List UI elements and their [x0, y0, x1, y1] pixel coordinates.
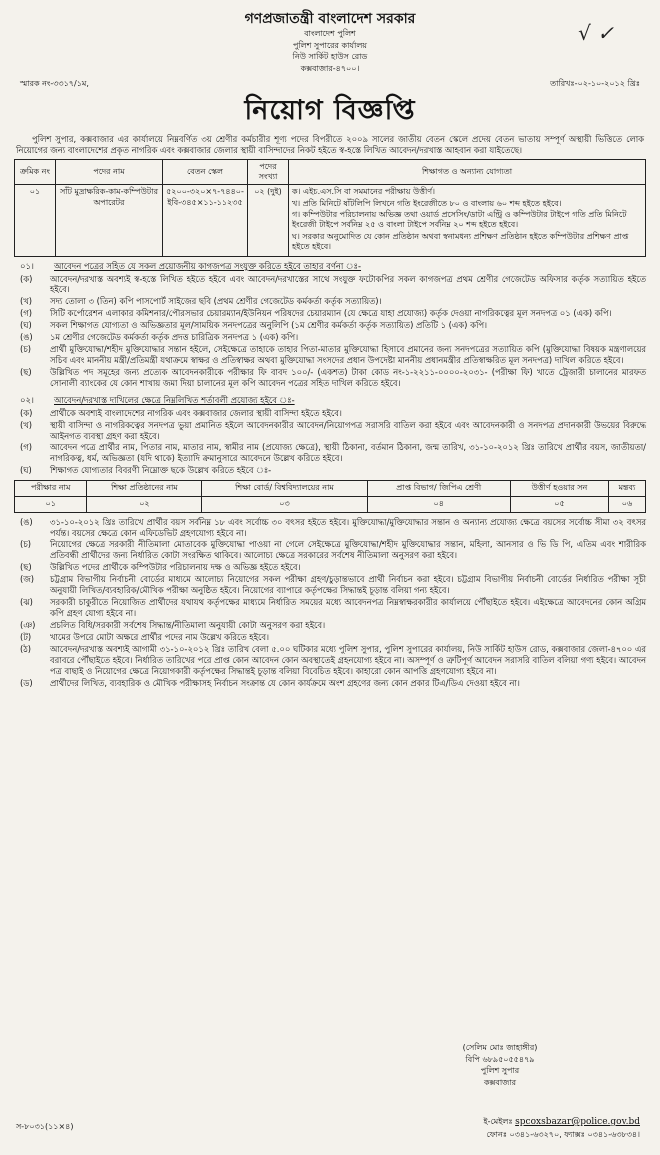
col-division: প্রাপ্ত বিভাগ/ জিপিএ শ্রেণী [367, 481, 510, 496]
item-label: (ঙ) [20, 332, 33, 343]
posts-table-header [15, 159, 646, 185]
list-item [14, 465, 646, 476]
col-exam-name: পরীক্ষার নাম [15, 481, 87, 496]
col-board: শিক্ষা বোর্ড/ বিশ্ববিদ্যালয়ের নাম [202, 481, 367, 496]
item-label: (ঘ) [20, 465, 32, 476]
item-label: (ড) [20, 677, 33, 688]
post-count: ০২ (দুই) [248, 185, 289, 256]
education-table [14, 480, 646, 512]
list-item [14, 420, 646, 442]
list-item [14, 274, 646, 296]
item-label: (ঘ) [20, 320, 32, 331]
section-number: ০১। [20, 260, 34, 271]
col-post-count: পদের সংখ্যা [248, 159, 289, 185]
item-label: (ঞ) [20, 619, 36, 630]
item-text: সরকারী চাকুরীতে নিয়োজিত প্রার্থীদের যথাযথ কর্তৃপক্ষের মাধ্যমে নির্ধারিত সময়ের মধ্যে আবেদনপত্র নিম্নস্বাক্ষরকারীর কার্যালয়ে পৌঁছাইতে হইবে। এইক্ষেত্রে আবেদনের কোন অগ্রিম কপি গ্রহণ যোগ্য হইবে না। [50, 597, 646, 618]
item-label: (ছ) [20, 562, 32, 573]
item-label: (ঙ) [20, 516, 33, 527]
qualification-item: ক। এইচ.এস.সি বা সমমানের পরীক্ষায় উত্তীর্ণ। [292, 187, 435, 197]
section-2-list-continued [14, 517, 646, 689]
section-title: আবেদন/দরখাস্ত দাখিলের ক্ষেত্রে নিম্নলিখিত শর্তাবলী প্রযোজ্য হইবে ঃ- [54, 394, 295, 405]
table-row [15, 496, 646, 512]
item-label: (গ) [20, 308, 33, 319]
list-item [14, 562, 646, 573]
list-item [14, 320, 646, 331]
section-number: ০২। [20, 394, 34, 405]
issue-date: তারিখঃ-০২-১০-২০১২ খ্রিঃ [550, 78, 640, 88]
item-label: (ক) [20, 273, 33, 284]
email-line [484, 1116, 641, 1129]
signatory-place: কক্সবাজার [483, 1077, 517, 1087]
signatory-title: পুলিশ সুপার [480, 1066, 520, 1076]
item-label: (ঠ) [20, 643, 32, 654]
item-label: (খ) [20, 296, 33, 307]
item-text: প্রার্থী মুক্তিযোদ্ধা/শহীদ মুক্তিযোদ্ধার সন্তান হইলে, সেইক্ষেত্রে তাহাকে তাহার পিতা-মাতার মুক্তিযোদ্ধা হিসাবে প্রমানের জন্য সনদপত্রের সত্যায়িত কপি (মুক্তিযোদ্ধা বিষয়ক মন্ত্রণালয়ের সচিব এবং মাননীয় মন্ত্রী/প্রতিমন্ত্রী যথাক্রমে স্বাক্ষর ও প্রতিস্বাক্ষর অথবা মুক্তিযোদ্ধা সংসদের প্রধান উপদেষ্টা মাননীয় প্রধানমন্ত্রীর প্রতিস্বাক্ষরিত মূল সনদপত্র) দাখিল করিতে হইবে। [50, 344, 646, 365]
email-label: ই-মেইলঃ [483, 1117, 513, 1126]
signatory-bp-number: বিপি ৬৮৯৫০৫৫৪৭৯ [465, 1054, 535, 1064]
reference-row [14, 77, 646, 91]
item-text: আবেদন/দরখাস্ত অবশ্যই স্ব-হস্তে লিখিত হইতে হইবে এবং আবেদন/দরখাস্তের সাথে সংযুক্ত ফটোকপির সকল কাগজপত্র প্রথম শ্রেণীর গেজেটেড অফিসার কর্তৃক সত্যায়িত হইতে হইবে। [50, 273, 646, 295]
section-2-list [14, 408, 646, 477]
list-item [14, 517, 646, 539]
email-link[interactable]: spcoxsbazar@police.gov.bd [515, 1117, 640, 1127]
post-qualifications [289, 185, 646, 256]
post-pay-scale: ৫২০০-৩২০×৭-৭৪৪০-ইবি-৩৪৫×১১-১১২৩৫ [163, 185, 248, 256]
signatory-name: (সেলিম মোঃ জাহাঙ্গীর) [462, 1043, 538, 1052]
print-code: স-৮০৩১(১১×৪) [16, 1122, 74, 1131]
item-text: প্রার্থীদের লিখিত, ব্যবহারিক ও মৌখিক পরীক্ষাসহ নির্বাচন সংক্রান্ত যে কোন কার্যক্রমে অংশ গ্রহণের জন্য কোন প্রকার টিএ/ডিএ দেওয়া হইবে না। [50, 677, 520, 688]
table-cell: ০১ [15, 496, 87, 512]
item-label: (ঝ) [20, 597, 33, 608]
contact-block [484, 1116, 641, 1141]
list-item [14, 678, 646, 689]
handwritten-tick-mark: √ ✓ [578, 21, 614, 45]
section-title: আবেদন পত্রের সহিত যে সকল প্রয়োজনীয় কাগজপত্র সংযুক্ত করিতে হইবে তাহার বর্ণনা ঃ- [54, 260, 362, 271]
list-item [14, 308, 646, 319]
department-name: বাংলাদেশ পুলিশ [304, 29, 356, 39]
list-item [14, 408, 646, 419]
item-label: (ট) [20, 631, 32, 642]
post-serial: ০১ [15, 185, 56, 256]
section-1-heading [14, 261, 646, 272]
list-item [14, 367, 646, 389]
education-table-header [15, 481, 646, 496]
item-label: (ছ) [20, 366, 32, 377]
table-cell: ০২ [87, 496, 202, 512]
item-text: আবেদন পত্রে প্রার্থীর নাম, পিতার নাম, মাতার নাম, স্বামীর নাম (প্রযোজ্য ক্ষেত্রে), স্থায়ী ঠিকানা, বর্তমান ঠিকানা, জন্ম তারিখ, ৩১-১০-২০১২ খ্রিঃ তারিখে প্রার্থীর বয়স, জাতীয়তা/নাগরিকত্ব, ধর্ম, অভিজ্ঞতা (যদি থাকে) ইত্যাদি ক্রমানুসারে আবেদনে উল্লেখ করিতে হইবে। [50, 442, 646, 464]
col-pass-year: উত্তীর্ণ হওয়ার সন [510, 481, 608, 496]
table-row [15, 185, 646, 256]
col-remarks: মন্তব্য [608, 481, 645, 496]
office-name: পুলিশ সুপারের কার্যালয় [292, 40, 368, 50]
list-item [14, 442, 646, 464]
item-text: নিয়োগের ক্ষেত্রে সরকারী নীতিমালা মোতাবেক মুক্তিযোদ্ধা পাওয়া না গেলে সেইক্ষেত্রে মুক্তিযোদ্ধা/শহীদ মুক্তিযোদ্ধার সন্তান, মহিলা, আনসার ও ভি ডি পি, এতিম এবং শারীরিক প্রতিবন্ধী প্রার্থীদের জন্য নির্ধারিত কোটা সংরক্ষিত থাকিবে। আলোচ্য ক্ষেত্রে সরকারের সর্বশেষ নীতিমালা অনুসরণ করা হইবে। [50, 539, 646, 561]
item-label: (চ) [20, 344, 32, 355]
item-text: সিটি কর্পোরেশন এলাকার কমিশনার/পৌরসভার চেয়ারম্যান/ইউনিয়ন পরিষদের চেয়ারম্যান (যে ক্ষেত্রে যাহা প্রযোজ্য) কর্তৃক দেওয়া নাগরিকত্বের মূল সনদপত্র ০১ (এক) কপি। [50, 308, 612, 319]
col-serial: ক্রমিক নং [15, 159, 56, 185]
section-2-heading [14, 395, 646, 406]
item-label: (খ) [20, 419, 33, 430]
list-item [14, 644, 646, 677]
intro-paragraph: পুলিশ সুপার, কক্সবাজার এর কার্যালয়ে নিম্নবর্ণিত ৩য় শ্রেণীর কর্মচারীর শূণ্য পদের বিপরীতে ২০০৯ সালের জাতীয় বেতন স্কেলে প্রদেয় বেতন ভাতায় সম্পূর্ণ অস্থায়ী ভিত্তিতে লোক নিয়োগের জন্য বাংলাদেশের প্রকৃত নাগরিক এবং কক্সবাজার জেলার স্থায়ী বাসিন্দাদের নিকট হইতে স্ব-হস্তে লিখিত আবেদন/দরখাস্ত আহবান করা যাইতেছে। [16, 133, 644, 155]
posts-table [14, 159, 646, 257]
list-item [14, 539, 646, 561]
notice-title: নিয়োগ বিজ্ঞপ্তি [244, 94, 416, 126]
item-text: স্থায়ী বাসিন্দা ও নাগরিকত্বের সনদপত্র ভুয়া প্রমানিত হইলে আবেদনকারীর আবেদন/নিয়োগপত্র সরাসরি বাতিল করা হইবে এবং আবেদনকারী ও সনদপত্র প্রদানকারী উভয়ের বিরুদ্ধে আইনগত ব্যবস্থা গ্রহণ করা হইবে। [50, 419, 646, 441]
item-text: খামের উপরে মোটা অক্ষরে প্রার্থীর পদের নাম উল্লেখ করিতে হইবে। [50, 631, 270, 642]
letterhead [14, 10, 646, 75]
item-text: আবেদন/দরখাস্ত অবশ্যই আগামী ৩১-১০-২০১২ খ্রিঃ তারিখ বেলা ৫.০০ ঘটিকার মধ্যে পুলিশ সুপার, পুলিশ সুপারের কার্যালয়, নিউ সার্কিট হাউস রোড, কক্সবাজার জেলা-৪৭০০ এর বরাবরে পৌঁছাইতে হইবে। নির্ধারিত তারিখের পরে প্রাপ্ত কোন আবেদন কোন অবস্থাতেই গ্রহনযোগ্য হইবে না। অসম্পূর্ণ ও ত্রুটিপূর্ণ আবেদন সরাসরি বাতিল বলিয়া গণ্য হইবে। আবেদন পত্র বাছাই ও নিয়োগের ক্ষেত্রে নিয়োগকারী কর্তৃপক্ষের সিদ্ধান্তই চূড়ান্ত বলিয়া বিবেচিত হইবে। কাহারো কোন আপত্তি গ্রহণযোগ্য হইবে না। [50, 643, 646, 676]
office-city: কক্সবাজার-৪৭০০। [300, 63, 360, 73]
table-cell: ০৪ [367, 496, 510, 512]
item-label: (চ) [20, 539, 32, 550]
col-post-name: পদের নাম [56, 159, 163, 185]
government-title: গণপ্রজাতন্ত্রী বাংলাদেশ সরকার [244, 11, 416, 27]
list-item [14, 597, 646, 619]
qualification-item: ঘ। সরকার অনুমোদিত যে কোন প্রতিষ্ঠান অথবা স্বনামধন্য প্রশিক্ষণ প্রতিষ্ঠান হইতে কম্পিউটার প্রশিক্ষণ প্রাপ্ত হইতে হইবে। [292, 231, 629, 252]
list-item [14, 332, 646, 343]
col-pay-scale: বেতন স্কেল [163, 159, 248, 185]
qualification-item: গ। কম্পিউটার পরিচালনায় অভিজ্ঞ তথা ওয়ার্ড প্রসেসিং/ডাটা এন্ট্রি ও কম্পিউটার টাইপে গতি প্রতি মিনিটে ইংরেজী টাইপে সর্বনিম্ন ২৫ ও বাংলা টাইপে সর্বনিম্ন ২০ শব্দ হইতে হইবে। [292, 210, 627, 230]
item-text: প্রচলিত বিধি/সরকারী সর্বশেষ সিদ্ধান্ত/নীতিমালা অনুযায়ী কোটা অনুসরণ করা হইবে। [50, 619, 326, 630]
table-cell: ০৩ [202, 496, 367, 512]
signature-block [400, 1042, 600, 1088]
table-cell: ০৬ [608, 496, 645, 512]
item-text: সকল শিক্ষাগত যোগ্যতা ও অভিজ্ঞতার মূল/সাময়িক সনদপত্রের অনুলিপি (১ম শ্রেণীর কর্মকর্তা কর্তৃক সত্যায়িত) প্রতিটি ১ (এক) কপি। [50, 320, 488, 331]
item-text: উল্লিখিত পদের প্রার্থীকে কম্পিউটার পরিচালনায় দক্ষ ও অভিজ্ঞ হইতে হইবে। [50, 562, 301, 573]
post-name: সাঁট মুদ্রাক্ষরিক-কাম-কম্পিউটার অপারেটর [56, 185, 163, 256]
item-label: (ক) [20, 407, 33, 418]
item-text: ১ম শ্রেণীর গেজেটেড কর্মকর্তা কর্তৃক প্রদত্ত চারিত্রিক সনদপত্র ১ (এক) কপি। [50, 332, 299, 343]
table-cell: ০৫ [510, 496, 608, 512]
item-text: প্রার্থীকে অবশ্যই বাংলাদেশের নাগরিক এবং কক্সবাজার জেলার স্থায়ী বাসিন্দা হইতে হইবে। [50, 407, 342, 418]
item-label: (গ) [20, 442, 33, 453]
list-item [14, 344, 646, 366]
list-item [14, 296, 646, 307]
phone-fax: ফোনঃ ০৩৪১-৬৩২৭০, ফ্যাক্সঃ ০৩৪১-৬৩৮৩৪। [486, 1130, 640, 1140]
item-text: ৩১-১০-২০১২ খ্রিঃ তারিখে প্রার্থীর বয়স সর্বনিম্ন ১৮ এবং সর্বোচ্চ ৩০ বৎসর হইতে হইবে। মুক্তিযোদ্ধা/মুক্তিযোদ্ধার সন্তান ও অন্যান্য প্রযোজ্য ক্ষেত্রে বয়সের সর্বোচ্চ সীমা ৩২ বৎসর পর্যন্ত। বয়সের ক্ষেত্রে কোন এফিডেভিট গ্রহণযোগ্য হইবে না। [50, 516, 646, 538]
item-text: উল্লিখিত পদ সমূহের জন্য প্রত্যেক আবেদনকারীকে পরীক্ষার ফি বাবদ ১০০/- (একশত) টাকা কোড নং-১-২২১১-০০০০-২০৩১- (পরীক্ষা ফি) খাতে ট্রেজারী চালানের মারফত সোনালী ব্যাংকের যে কোন শাখায় জমা দিয়া চালানের মূল কপি আবেদন পত্রের সহিত দাখিল করিতে হইবে। [50, 366, 646, 388]
list-item [14, 574, 646, 596]
item-label: (জ) [20, 574, 35, 585]
list-item [14, 632, 646, 643]
qualification-item: খ। প্রতি মিনিটে ষাঁটলিপি লিখনে গতি ইংরেজীতে ৮০ ও বাংলায় ৬০ শব্দ হইতে হইবে। [292, 198, 562, 208]
list-item [14, 620, 646, 631]
col-qualifications: শিক্ষাগত ও অন্যান্য যোগ্যতা [289, 159, 646, 185]
office-road: নিউ সার্কিট হাউস রোড [292, 52, 368, 62]
memo-number: স্মারক নং-৩৩১৭/১ম, [20, 78, 89, 88]
item-text: সদ্য তোলা ৩ (তিন) কপি পাসপোর্ট সাইজের ছবি (প্রথম শ্রেণীর গেজেটেড কর্মকর্তা কর্তৃক সত্যায়িত)। [50, 296, 382, 307]
item-text: শিক্ষাগত যোগ্যতার বিবরণী নিম্নোক্ত ছকে উল্লেখ করিতে হইবে ঃ- [50, 465, 272, 476]
section-1-list [14, 274, 646, 389]
item-text: চট্টগ্রাম বিভাগীয় নির্বাচনী বোর্ডের মাধ্যমে আলোচ্য নিয়োগের সকল পরীক্ষা গ্রহণ/চুড়ান্তভাবে প্রার্থী নির্বাচন করা হইবে। চট্টগ্রাম বিভাগীয় নির্বাচনী বোর্ডের নির্ধারিত পরীক্ষা সূচী অনুযায়ী লিখিত/ব্যবহারিক/মৌখিক পরীক্ষা অনুষ্ঠিত হইবে। নিয়োগের ব্যাপারে কর্তৃপক্ষের সিদ্ধান্তই চূড়ান্ত বলিয়া গন্য হইবে। [50, 574, 646, 596]
col-institution: শিক্ষা প্রতিষ্ঠানের নাম [87, 481, 202, 496]
